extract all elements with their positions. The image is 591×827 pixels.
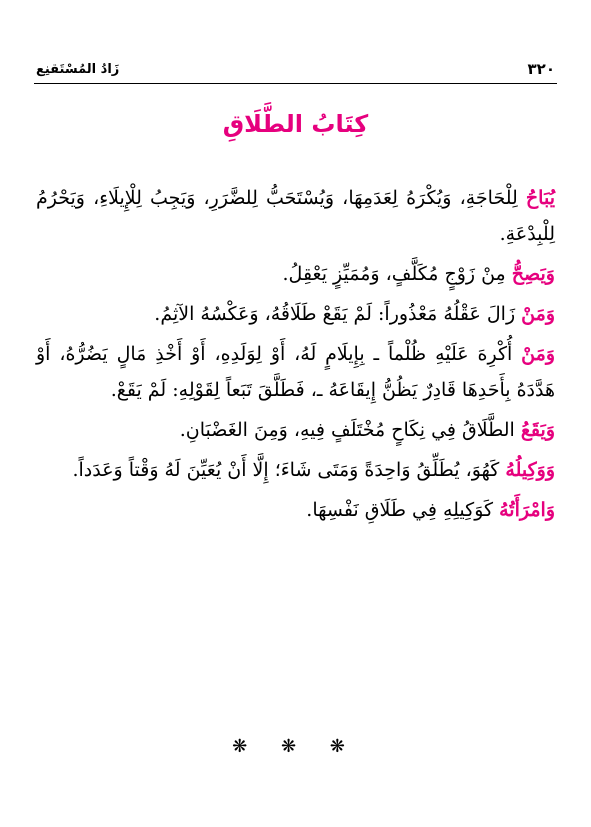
paragraph bbox=[36, 256, 555, 292]
paragraph-keyword: وَيَصِحُّ bbox=[511, 263, 555, 285]
paragraph-text: لِلْحَاجَةِ، وَيُكْرَهُ لِعَدَمِهَا، وَيُسْتَحَبُّ لِلضَّرَرِ، وَيَجِبُ لِلْإِيلَاءِ، وَيَحْرُمُ لِلْبِدْعَةِ. bbox=[36, 187, 555, 245]
paragraph-keyword: وَامْرَأَتُهُ bbox=[499, 499, 555, 521]
paragraph bbox=[36, 412, 555, 448]
paragraph-keyword: وَمَنْ bbox=[521, 343, 555, 365]
paragraph-text: زَالَ عَقْلُهُ مَعْذُوراً: لَمْ يَقَعْ طَلَاقُهُ، وَعَكْسُهُ الآثِمُ. bbox=[154, 303, 522, 325]
paragraph-text: كَهُوَ، يُطَلِّقُ وَاحِدَةً وَمَتَى شَاءَ؛ إِلَّا أَنْ يُعَيِّنَ لَهُ وَقْتاً وَعَدَداً. bbox=[72, 459, 506, 481]
chapter-title: كِتَابُ الطَّلَاقِ bbox=[222, 110, 369, 138]
paragraph bbox=[36, 492, 555, 528]
paragraph-text: كَوَكِيلِهِ فِي طَلَاقِ نَفْسِهَا. bbox=[306, 499, 500, 521]
page-number: ٣٢٠ bbox=[527, 60, 555, 78]
section-separator: ❋ ❋ ❋ bbox=[232, 736, 359, 757]
paragraph-keyword: وَيَقَعُ bbox=[520, 419, 555, 441]
header-divider bbox=[34, 83, 557, 84]
paragraph-keyword: وَوَكِيلُهُ bbox=[505, 459, 555, 481]
running-title: زَادُ المُسْتَقنِع bbox=[36, 61, 120, 77]
paragraph bbox=[36, 180, 555, 252]
paragraph bbox=[36, 452, 555, 488]
paragraph bbox=[36, 336, 555, 408]
paragraph-text: أُكْرِهَ عَلَيْهِ ظُلْماً ـ بِإِيلَامٍ لَهُ، أَوْ لِوَلَدِهِ، أَوْ أَخْذِ مَالٍ يَضُرُّهُ، أَوْ هَدَّدَهُ بِأَحَدِهَا قَادِرٌ يَظُنُّ إِيقَاعَهُ ـ، فَطَلَّقَ تَبَعاً لِقَوْلِهِ: لَمْ يَقَعْ. bbox=[36, 343, 555, 401]
page-header bbox=[36, 58, 555, 80]
paragraph-text: مِنْ زَوْجٍ مُكَلَّفٍ، وَمُمَيِّزٍ يَعْقِلُ. bbox=[282, 263, 512, 285]
paragraph-keyword: يُبَاحُ bbox=[525, 187, 555, 209]
paragraph-text: الطَّلَاقُ فِي نِكَاحٍ مُخْتَلَفٍ فِيهِ، وَمِنَ الغَضْبَانِ. bbox=[179, 419, 521, 441]
paragraph bbox=[36, 296, 555, 332]
paragraph-keyword: وَمَنْ bbox=[521, 303, 555, 325]
body-text bbox=[36, 180, 555, 532]
